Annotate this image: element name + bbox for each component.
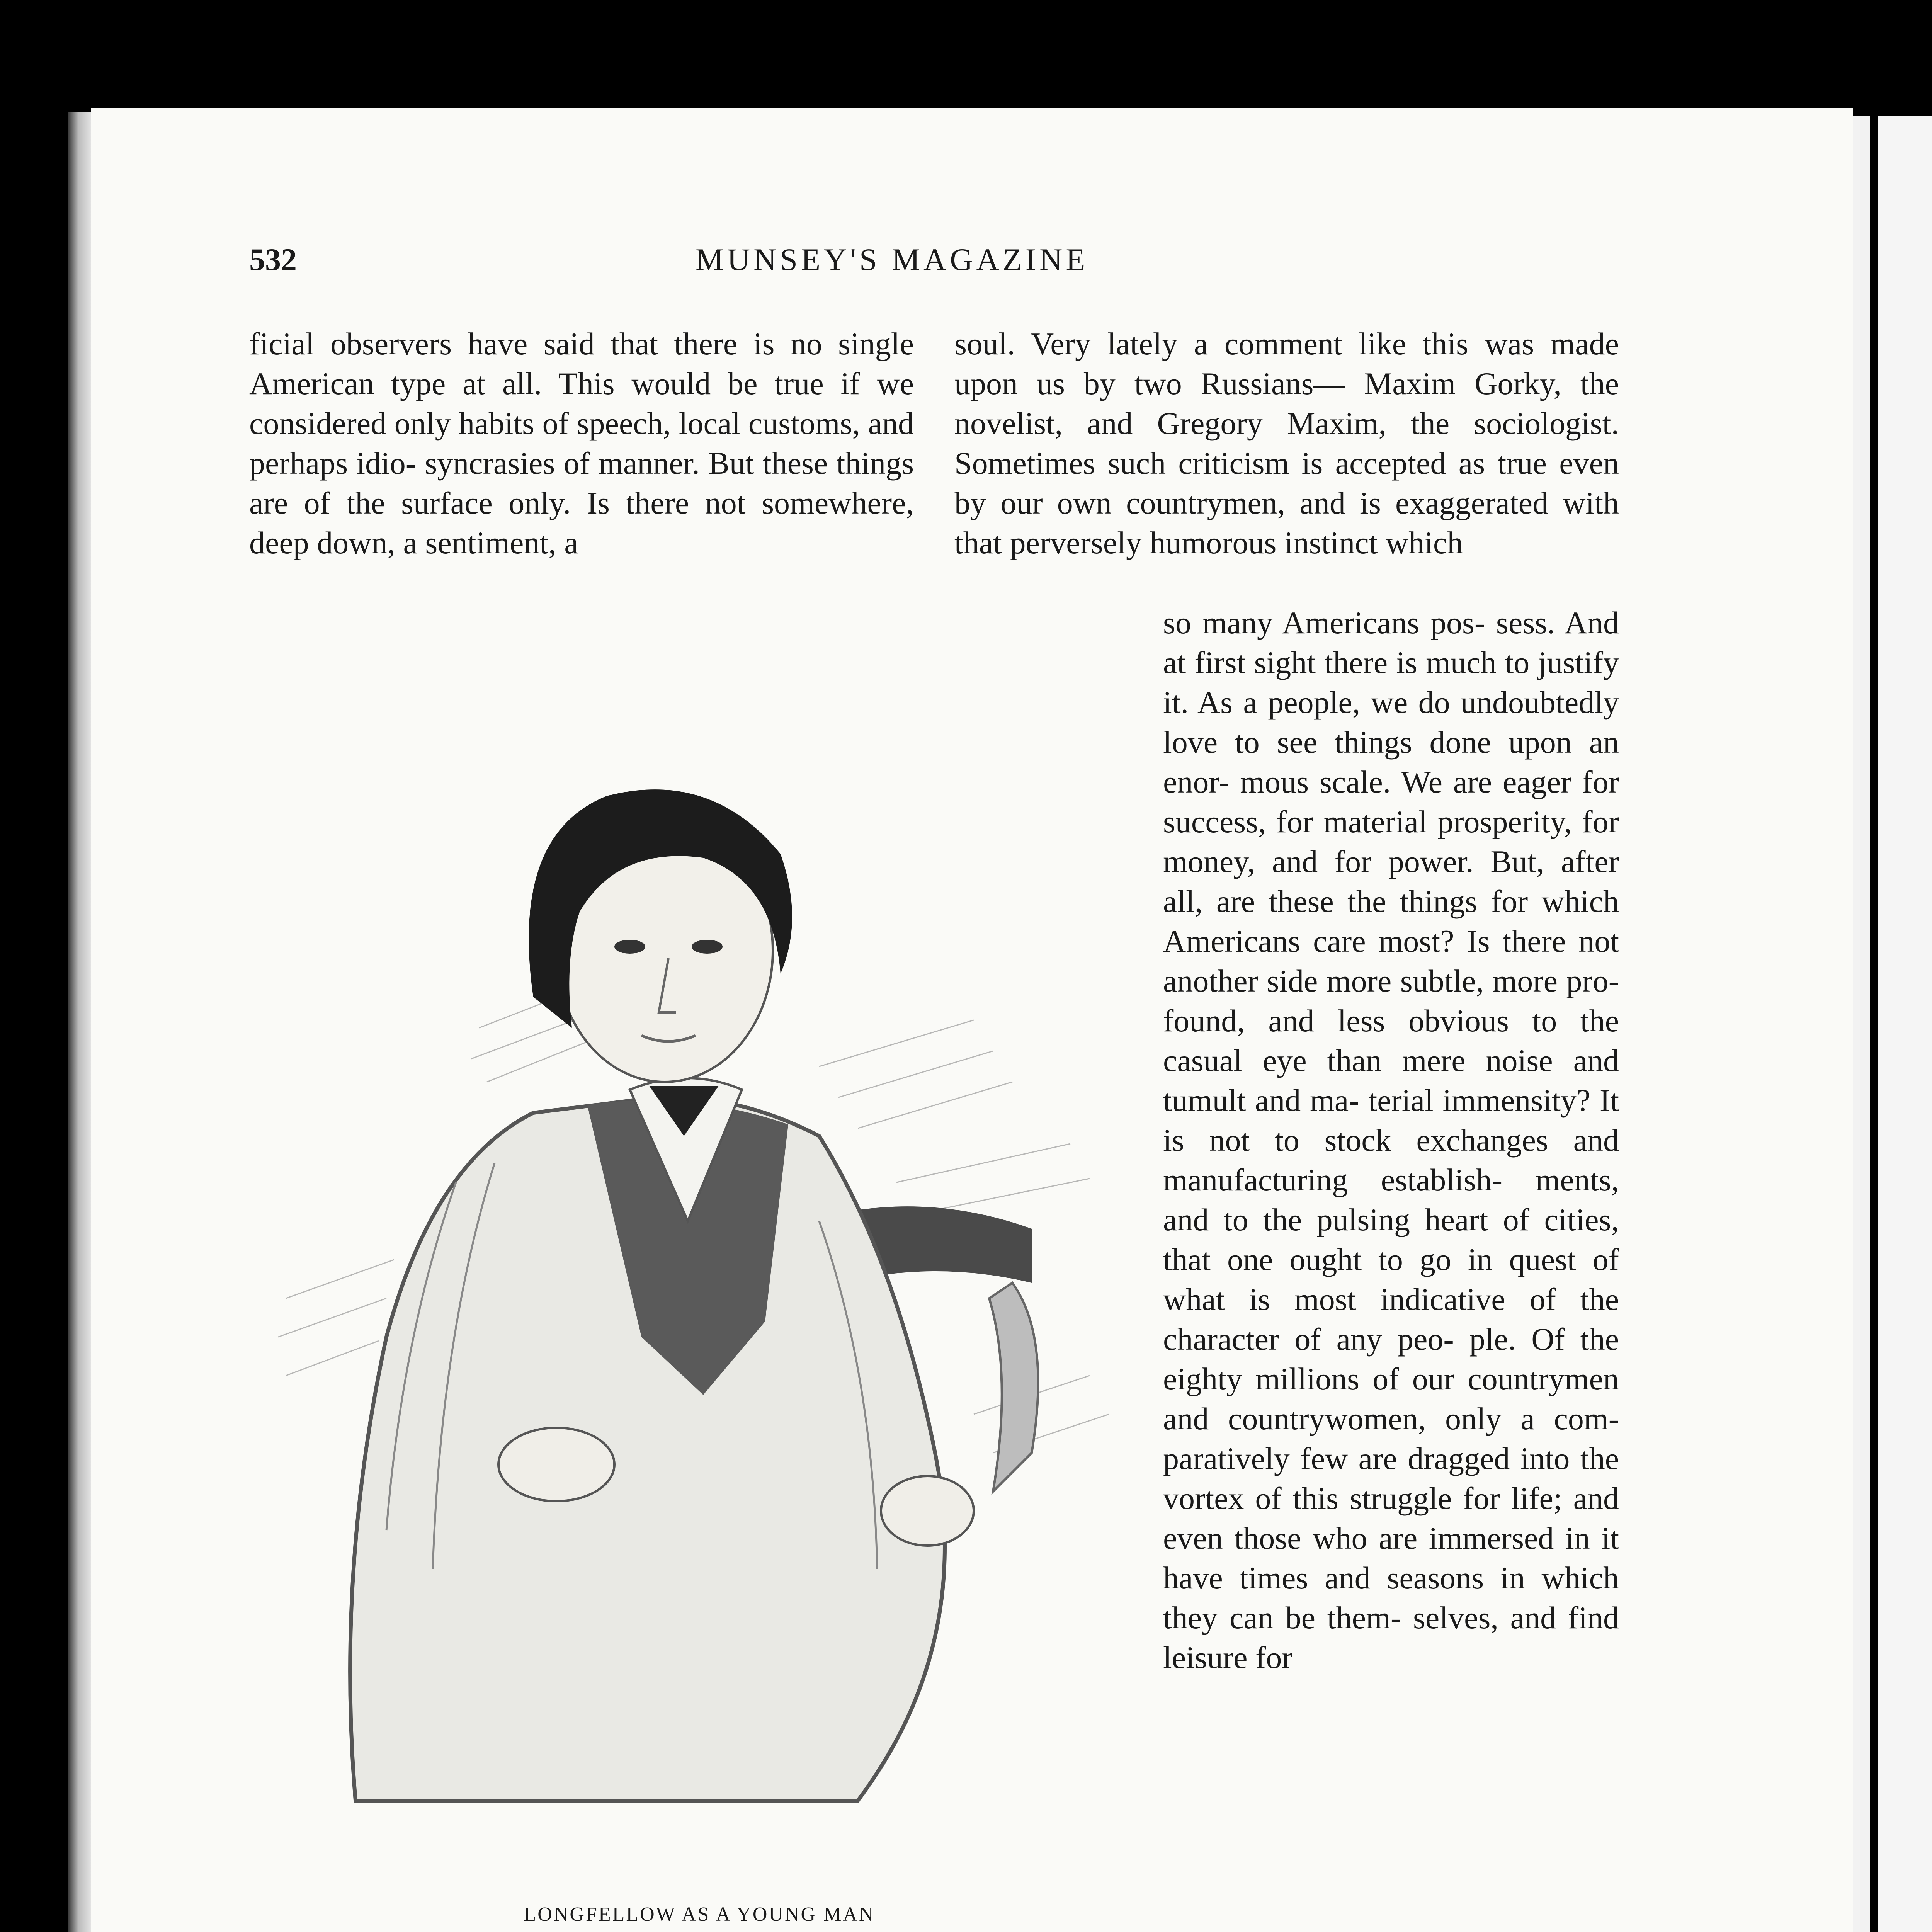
longfellow-portrait-engraving [240, 680, 1136, 1889]
paragraph: ficial observers have said that there is no single American type at all. This would be true if we considered only habits of speech, local customs, and perhaps idio- syncrasies of manner. But these things are of the surface only. Is there not somewhere, deep down, a sentiment, a [249, 326, 914, 560]
page-number: 532 [249, 242, 297, 277]
paragraph: soul. Very lately a comment like this was made upon us by two Russians— Maxim Gorky, the novelist, and Gregory Maxim, the sociologist. Sometimes such criticism is accepted as true even by our own countrymen, and is exaggerated with that perversely humorous instinct which [954, 326, 1619, 560]
illustration-caption: LONGFELLOW AS A YOUNG MAN [524, 1903, 875, 1925]
paragraph: so many Americans pos- sess. And at first sight there is much to justify it. As a people, we do undoubtedly love to see things done upon an enor- mous scale. We are eager for success, for material prosperity, for money, and for power. But, after all, are these the things for which Americans care most? Is there not another side more subtle, more pro- found, and less obvious to the casual eye than mere noise and tumult and ma- terial immensity? It is not to stock exchanges and manufacturing establish- ments, and to the pulsing heart of cities, that one ought to go in quest of what is most indicative of the character of any peo- ple. Of the eighty millions of our countrymen and countrywomen, only a com- paratively few are dragged into the vortex of this struggle for life; and even those who are immersed in it have times and seasons in which they can be them- selves, and find leisure for [1163, 605, 1619, 1675]
left-column-top [249, 324, 914, 563]
page-edge [1853, 116, 1870, 1932]
facing-page-edge [1878, 116, 1932, 1932]
right-column-top [954, 324, 1619, 563]
running-title: MUNSEY'S MAGAZINE [696, 242, 1089, 277]
right-column-wrap [1163, 603, 1619, 1677]
